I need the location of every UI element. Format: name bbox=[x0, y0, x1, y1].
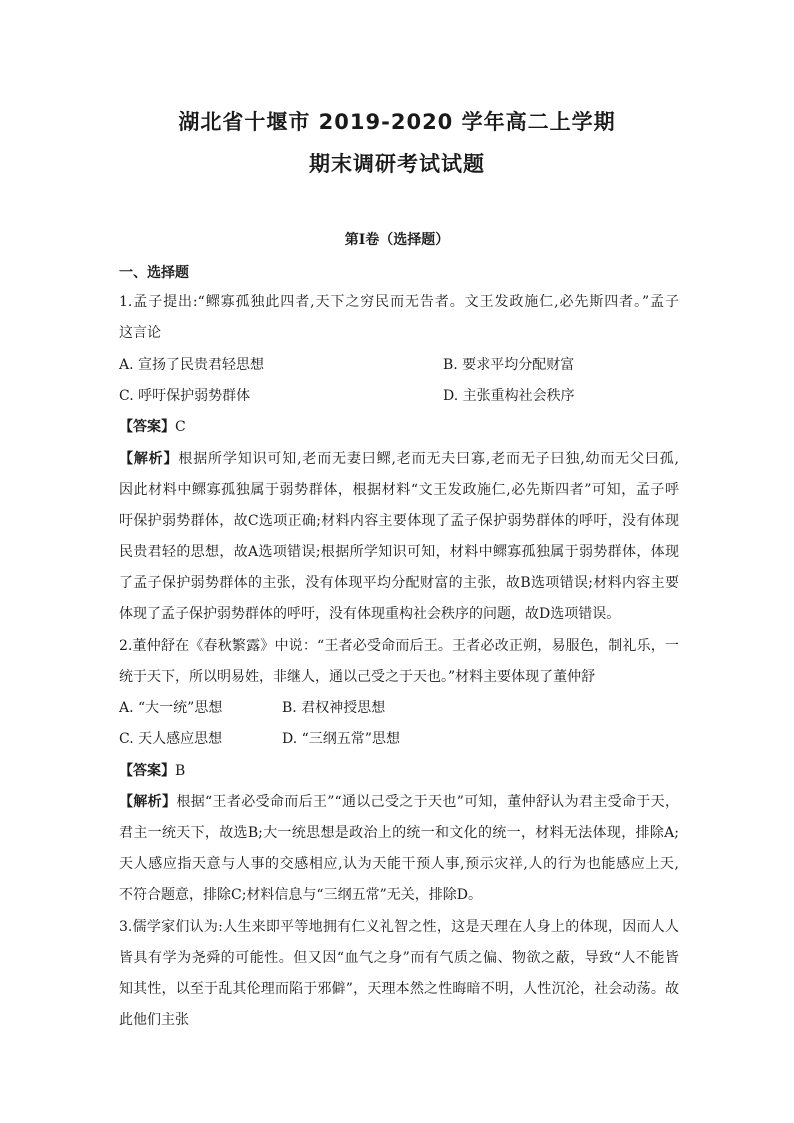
q1-answer bbox=[119, 416, 679, 436]
answer-value: C bbox=[175, 419, 186, 435]
q3-stem-line-3: 知其性，以至于乱其伦理而陷于邪僻”，天理本然之性晦暗不明，人性沉沦，社会动荡。故 bbox=[119, 981, 679, 997]
document-title-line2: 期末调研考试试题 bbox=[309, 152, 485, 176]
analysis-label: 【解析】 bbox=[119, 451, 179, 467]
q2-option-d: D. “三纲五常”思想 bbox=[282, 731, 400, 747]
q3-stem-line-4: 此他们主张 bbox=[119, 1012, 189, 1028]
q2-analysis-line-4: 不符合题意，排除C;材料信息与“三纲五常”无关，排除D。 bbox=[119, 887, 482, 903]
q1-option-d: D. 主张重构社会秩序 bbox=[443, 388, 575, 404]
q2-option-c: C. 天人感应思想 bbox=[119, 731, 223, 747]
q1-option-a: A. 宣扬了民贵君轻思想 bbox=[119, 357, 265, 373]
q3-stem-line-2: 皆具有学为尧舜的可能性。但又因“血气之身”而有气质之偏、物欲之蔽，导致“人不能皆 bbox=[119, 950, 679, 966]
document-title-line1: 湖北省十堰市 2019-2020 学年高二上学期 bbox=[178, 110, 616, 134]
q1-analysis-line-5: 了孟子保护弱势群体的主张，没有体现平均分配财富的主张，故B选项错误;材料内容主要 bbox=[119, 575, 679, 591]
q2-stem-line-1: 2.董仲舒在《春秋繁露》中说：“王者必受命而后王。王者必改正朔，易服色，制礼乐，一 bbox=[119, 638, 679, 654]
q1-option-c: C. 呼吁保护弱势群体 bbox=[119, 388, 251, 404]
q1-analysis-line-2: 因此材料中鳏寡孤独属于弱势群体，根据材料“文王发政施仁,必先斯四者”可知，孟子呼 bbox=[119, 482, 679, 498]
q1-analysis-line-4: 民贵君轻的思想，故A选项错误;根据所学知识可知，材料中鳏寡孤独属于弱势群体，体现 bbox=[119, 544, 679, 560]
q2-answer bbox=[119, 760, 679, 780]
answer-label: 【答案】 bbox=[119, 419, 175, 435]
analysis-text: 根据所学知识可知,老而无妻曰鳏,老而无夫曰寡,老而无子曰独,幼而无父曰孤, bbox=[178, 451, 679, 467]
q1-stem-line-1: 1.孟子提出:“鳏寡孤独此四者,天下之穷民而无告者。文王发政施仁,必先斯四者。”孟子 bbox=[119, 294, 679, 310]
q2-analysis-line-1 bbox=[119, 791, 679, 811]
q1-analysis-line-3: 吁保护弱势群体，故C选项正确;材料内容主要体现了孟子保护弱势群体的呼吁，没有体现 bbox=[119, 513, 679, 529]
section-title: 第Ⅰ卷（选择题） bbox=[344, 232, 450, 248]
q2-option-a: A. “大一统”思想 bbox=[119, 700, 223, 716]
q1-stem-line-2: 这言论 bbox=[119, 325, 161, 341]
q1-analysis-line-1 bbox=[119, 448, 679, 468]
q1-option-b: B. 要求平均分配财富 bbox=[443, 357, 575, 373]
q2-analysis-line-3: 天人感应指天意与人事的交感相应,认为天能干预人事,预示灾祥,人的行为也能感应上天, bbox=[119, 856, 679, 872]
answer-value: B bbox=[175, 763, 186, 779]
q2-analysis-line-2: 君主一统天下，故选B;大一统思想是政治上的统一和文化的统一，材料无法体现，排除A; bbox=[119, 825, 679, 841]
q2-option-b: B. 君权神授思想 bbox=[282, 700, 386, 716]
analysis-label: 【解析】 bbox=[119, 794, 177, 810]
answer-label: 【答案】 bbox=[119, 763, 175, 779]
analysis-text: 根据“王者必受命而后王”“通以己受之于天也”可知，董仲舒认为君主受命于天， bbox=[176, 794, 679, 810]
q2-stem-line-2: 统于天下，所以明易姓，非继人，通以己受之于天也。”材料主要体现了董仲舒 bbox=[119, 669, 596, 685]
q1-analysis-line-6: 体现了孟子保护弱势群体的呼吁，没有体现重构社会秩序的问题，故D选项错误。 bbox=[119, 606, 621, 622]
q3-stem-line-1: 3.儒学家们认为:人生来即平等地拥有仁义礼智之性，这是天理在人身上的体现，因而人人 bbox=[119, 919, 679, 935]
part-heading: 一、选择题 bbox=[119, 265, 189, 281]
